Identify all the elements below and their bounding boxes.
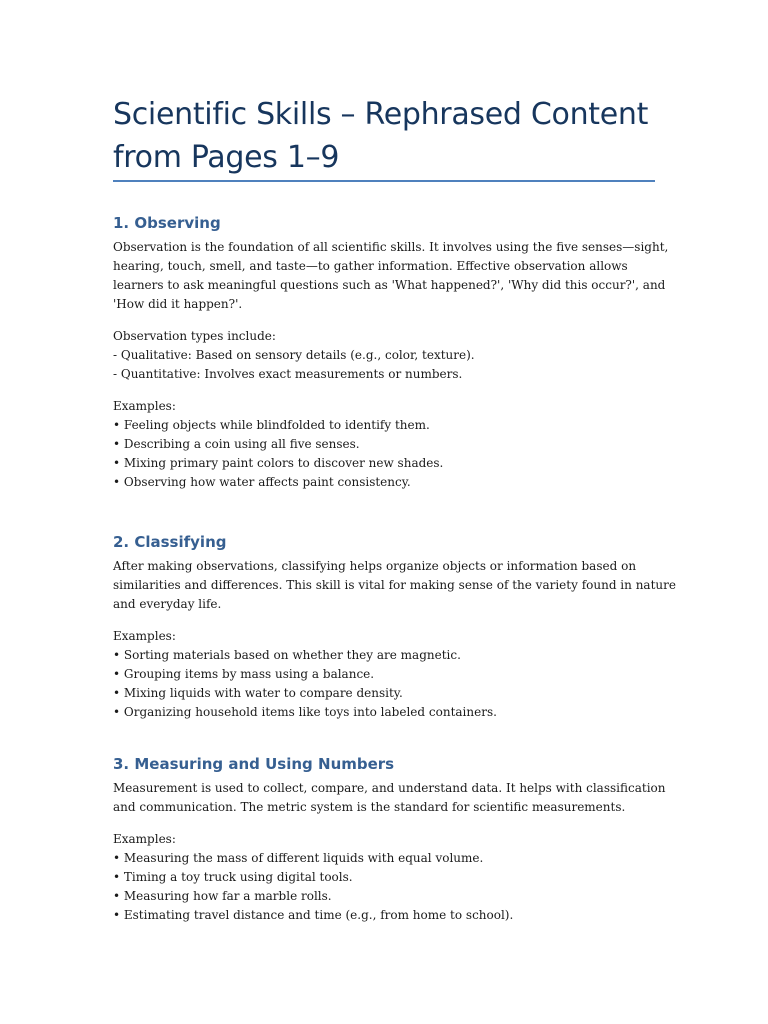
list-label: Examples: [113, 399, 176, 413]
list-item: • Estimating travel distance and time (e.g., from home to school). [113, 908, 514, 922]
list-item: - Quantitative: Involves exact measurements or numbers. [113, 367, 463, 381]
list-label: Observation types include: [113, 329, 276, 343]
paragraph-line: similarities and differences. This skill is vital for making sense of the variety found in nature [113, 578, 676, 592]
document-title-line: Scientific Skills – Rephrased Content [113, 97, 649, 132]
paragraph-line: After making observations, classifying helps organize objects or information based on [113, 559, 637, 573]
list-item: • Measuring how far a marble rolls. [113, 889, 332, 903]
list-item: • Feeling objects while blindfolded to identify them. [113, 418, 430, 432]
section-heading: 3. Measuring and Using Numbers [113, 755, 395, 773]
section-heading: 2. Classifying [113, 533, 227, 551]
paragraph-line: and everyday life. [113, 597, 222, 611]
list-label: Examples: [113, 629, 176, 643]
title-divider [113, 180, 655, 182]
list-item: • Mixing primary paint colors to discover new shades. [113, 456, 444, 470]
list-label: Examples: [113, 832, 176, 846]
list-item: • Organizing household items like toys into labeled containers. [113, 705, 497, 719]
section-classifying [113, 532, 676, 722]
examples-list [113, 397, 673, 492]
section-measuring [113, 754, 673, 925]
paragraph-line: 'How did it happen?'. [113, 297, 243, 311]
examples-list [113, 627, 673, 722]
section-intro-paragraph [113, 238, 673, 314]
list-item: • Timing a toy truck using digital tools. [113, 870, 353, 884]
document-title-line: from Pages 1–9 [113, 140, 340, 175]
paragraph-line: learners to ask meaningful questions such as 'What happened?', 'Why did this occur?', and [113, 278, 666, 292]
list-item: • Describing a coin using all five senses. [113, 437, 360, 451]
paragraph-line: and communication. The metric system is the standard for scientific measurements. [113, 800, 626, 814]
paragraph-line: hearing, touch, smell, and taste—to gather information. Effective observation allows [113, 259, 628, 273]
list-item: • Mixing liquids with water to compare density. [113, 686, 403, 700]
list-item: - Qualitative: Based on sensory details (e.g., color, texture). [113, 348, 475, 362]
section-heading: 1. Observing [113, 214, 221, 232]
observation-types-list [113, 327, 673, 384]
list-item: • Sorting materials based on whether they are magnetic. [113, 648, 461, 662]
list-item: • Observing how water affects paint consistency. [113, 475, 411, 489]
section-intro-paragraph [113, 779, 673, 817]
section-observing [113, 213, 673, 492]
list-item: • Grouping items by mass using a balance. [113, 667, 375, 681]
list-item: • Measuring the mass of different liquids with equal volume. [113, 851, 484, 865]
section-intro-paragraph [113, 557, 676, 614]
examples-list [113, 830, 673, 925]
document-title [113, 93, 673, 179]
paragraph-line: Measurement is used to collect, compare, and understand data. It helps with classification [113, 781, 666, 795]
paragraph-line: Observation is the foundation of all scientific skills. It involves using the five senses—sight, [113, 240, 669, 254]
